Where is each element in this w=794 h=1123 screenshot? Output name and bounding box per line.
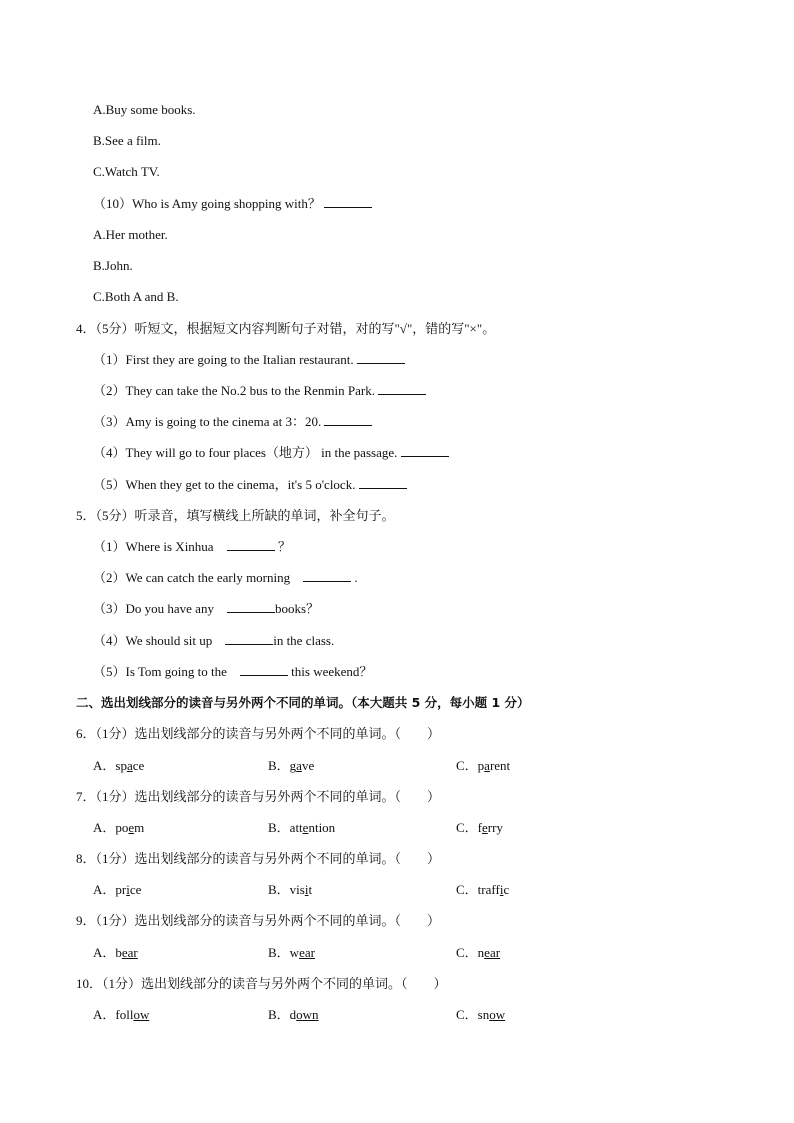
underlined-part: a [484, 758, 490, 773]
option-label: A． [93, 1007, 116, 1022]
word-part: vis [289, 882, 305, 897]
q6-option-b[interactable] [268, 757, 314, 775]
q5-item [93, 569, 358, 587]
q7-option-a[interactable] [93, 819, 144, 837]
option-label: C． [456, 820, 478, 835]
q5-item [93, 600, 319, 618]
word-part: rent [489, 758, 511, 773]
word-part: sn [477, 1007, 490, 1022]
q4-item [93, 382, 426, 400]
underlined-part: own [296, 1007, 319, 1022]
underlined-part: ow [489, 1007, 506, 1022]
q10-option-c: C.Both A and B. [93, 289, 179, 304]
q10-phonics-option-b[interactable] [268, 1006, 319, 1024]
answer-blank[interactable] [227, 538, 275, 551]
word-part: po [115, 820, 129, 835]
option-label: A． [93, 758, 116, 773]
q4-item-text: （4）They will go to four places（地方） in the passage. [93, 445, 398, 460]
underlined-part: e [128, 820, 135, 835]
option-label: B． [268, 820, 290, 835]
underlined-part: ear [299, 945, 315, 960]
q5-item-pre: （4）We should sit up [93, 633, 213, 648]
word-part: w [289, 945, 300, 960]
q5-item-pre: （2）We can catch the early morning [93, 570, 291, 585]
q4-item [93, 444, 449, 462]
q8-option-c[interactable] [456, 881, 509, 899]
q10-text: （10）Who is Amy going shopping with？ [93, 196, 321, 211]
q5-item [93, 632, 334, 650]
word-part: m [134, 820, 145, 835]
section-2-heading: 二、选出划线部分的读音与另外两个不同的单词。（本大题共 5 分，每小题 1 分） [76, 695, 530, 710]
q4-item-text: （3）Amy is going to the cinema at 3：20. [93, 414, 322, 429]
option-label: C． [456, 1007, 478, 1022]
answer-blank[interactable] [378, 382, 426, 395]
q10-stem: 10．（1分）选出划线部分的读音与另外两个不同的单词。（ ） [76, 976, 447, 991]
word-part: ce [129, 882, 142, 897]
q5-item-post: this weekend？ [291, 664, 373, 679]
option-label: B． [268, 758, 290, 773]
q4-item [93, 413, 372, 431]
word-part: traff [477, 882, 500, 897]
word-part: f [477, 820, 483, 835]
q5-title: 5．（5分）听录音，填写横线上所缺的单词，补全句子。 [76, 508, 395, 523]
q9-option-b: B.See a film. [93, 133, 161, 148]
word-part: n [477, 945, 485, 960]
answer-blank[interactable] [357, 351, 405, 364]
q4-item [93, 351, 405, 369]
underlined-part: a [296, 758, 302, 773]
answer-blank[interactable] [303, 569, 351, 582]
underlined-part: ear [484, 945, 501, 960]
q5-item-post: books？ [274, 601, 320, 616]
option-label: B． [268, 1007, 290, 1022]
q5-item-pre: （3）Do you have any [93, 601, 214, 616]
q5-item-post: . [354, 570, 358, 585]
q7-option-b[interactable] [268, 819, 335, 837]
q8-stem: 8．（1分）选出划线部分的读音与另外两个不同的单词。（ ） [76, 851, 441, 866]
word-part: d [289, 1007, 297, 1022]
answer-blank[interactable] [401, 444, 449, 457]
underlined-part: i [499, 882, 504, 897]
underlined-part: i [304, 882, 309, 897]
q6-option-c[interactable] [456, 757, 510, 775]
q10-question [93, 195, 372, 213]
q9-option-a: A.Buy some books. [93, 102, 196, 117]
q7-option-c[interactable] [456, 819, 503, 837]
q4-item-text: （5）When they get to the cinema，it's 5 o'clock. [93, 477, 356, 492]
option-label: C． [456, 758, 478, 773]
option-label: C． [456, 882, 478, 897]
q4-title: 4．（5分）听短文，根据短文内容判断句子对错，对的写"√"，错的写"×"。 [76, 321, 496, 336]
q9-phonics-option-a[interactable] [93, 944, 138, 962]
underlined-part: ear [121, 945, 138, 960]
answer-blank[interactable] [240, 663, 288, 676]
q8-option-a[interactable] [93, 881, 141, 899]
option-label: B． [268, 882, 290, 897]
q7-stem: 7．（1分）选出划线部分的读音与另外两个不同的单词。（ ） [76, 789, 441, 804]
underlined-part: ow [133, 1007, 150, 1022]
word-part: b [115, 945, 122, 960]
word-part: c [503, 882, 510, 897]
q9-phonics-option-c[interactable] [456, 944, 500, 962]
word-part: pr [115, 882, 127, 897]
answer-blank[interactable] [324, 413, 372, 426]
q5-item-post: in the class. [273, 633, 335, 648]
q6-stem: 6．（1分）选出划线部分的读音与另外两个不同的单词。（ ） [76, 726, 441, 741]
word-part: t [308, 882, 313, 897]
q9-phonics-option-b[interactable] [268, 944, 315, 962]
q5-item-post: ？ [277, 539, 291, 554]
word-part: p [477, 758, 485, 773]
q4-item [93, 476, 407, 494]
q5-item [93, 663, 372, 681]
option-label: A． [93, 945, 116, 960]
q10-option-a: A.Her mother. [93, 227, 168, 242]
q10-phonics-option-c[interactable] [456, 1006, 505, 1024]
word-part: foll [115, 1007, 134, 1022]
word-part: sp [115, 758, 127, 773]
option-label: A． [93, 820, 116, 835]
word-part: att [289, 820, 303, 835]
option-label: C． [456, 945, 478, 960]
q4-item-text: （1）First they are going to the Italian restaurant. [93, 352, 354, 367]
answer-blank[interactable] [225, 632, 273, 645]
underlined-part: a [126, 758, 133, 773]
q5-item [93, 538, 291, 556]
q6-option-a[interactable] [93, 757, 144, 775]
word-part: g [289, 758, 297, 773]
q4-item-text: （2）They can take the No.2 bus to the Renmin Park. [93, 383, 375, 398]
option-label: B． [268, 945, 290, 960]
q5-item-pre: （1）Where is Xinhua [93, 539, 214, 554]
word-part: ce [132, 758, 145, 773]
answer-blank[interactable] [324, 195, 372, 208]
answer-blank[interactable] [227, 600, 275, 613]
word-part: ve [301, 758, 315, 773]
q9-option-c: C.Watch TV. [93, 164, 160, 179]
q10-option-b: B.John. [93, 258, 133, 273]
underlined-part: i [126, 882, 130, 897]
word-part: rry [487, 820, 503, 835]
q5-item-pre: （5）Is Tom going to the [93, 664, 227, 679]
option-label: A． [93, 882, 116, 897]
q8-option-b[interactable] [268, 881, 312, 899]
q10-phonics-option-a[interactable] [93, 1006, 149, 1024]
word-part: ntion [308, 820, 336, 835]
answer-blank[interactable] [359, 476, 407, 489]
underlined-part: e [482, 820, 488, 835]
q9-stem: 9．（1分）选出划线部分的读音与另外两个不同的单词。（ ） [76, 913, 441, 928]
underlined-part: e [302, 820, 309, 835]
